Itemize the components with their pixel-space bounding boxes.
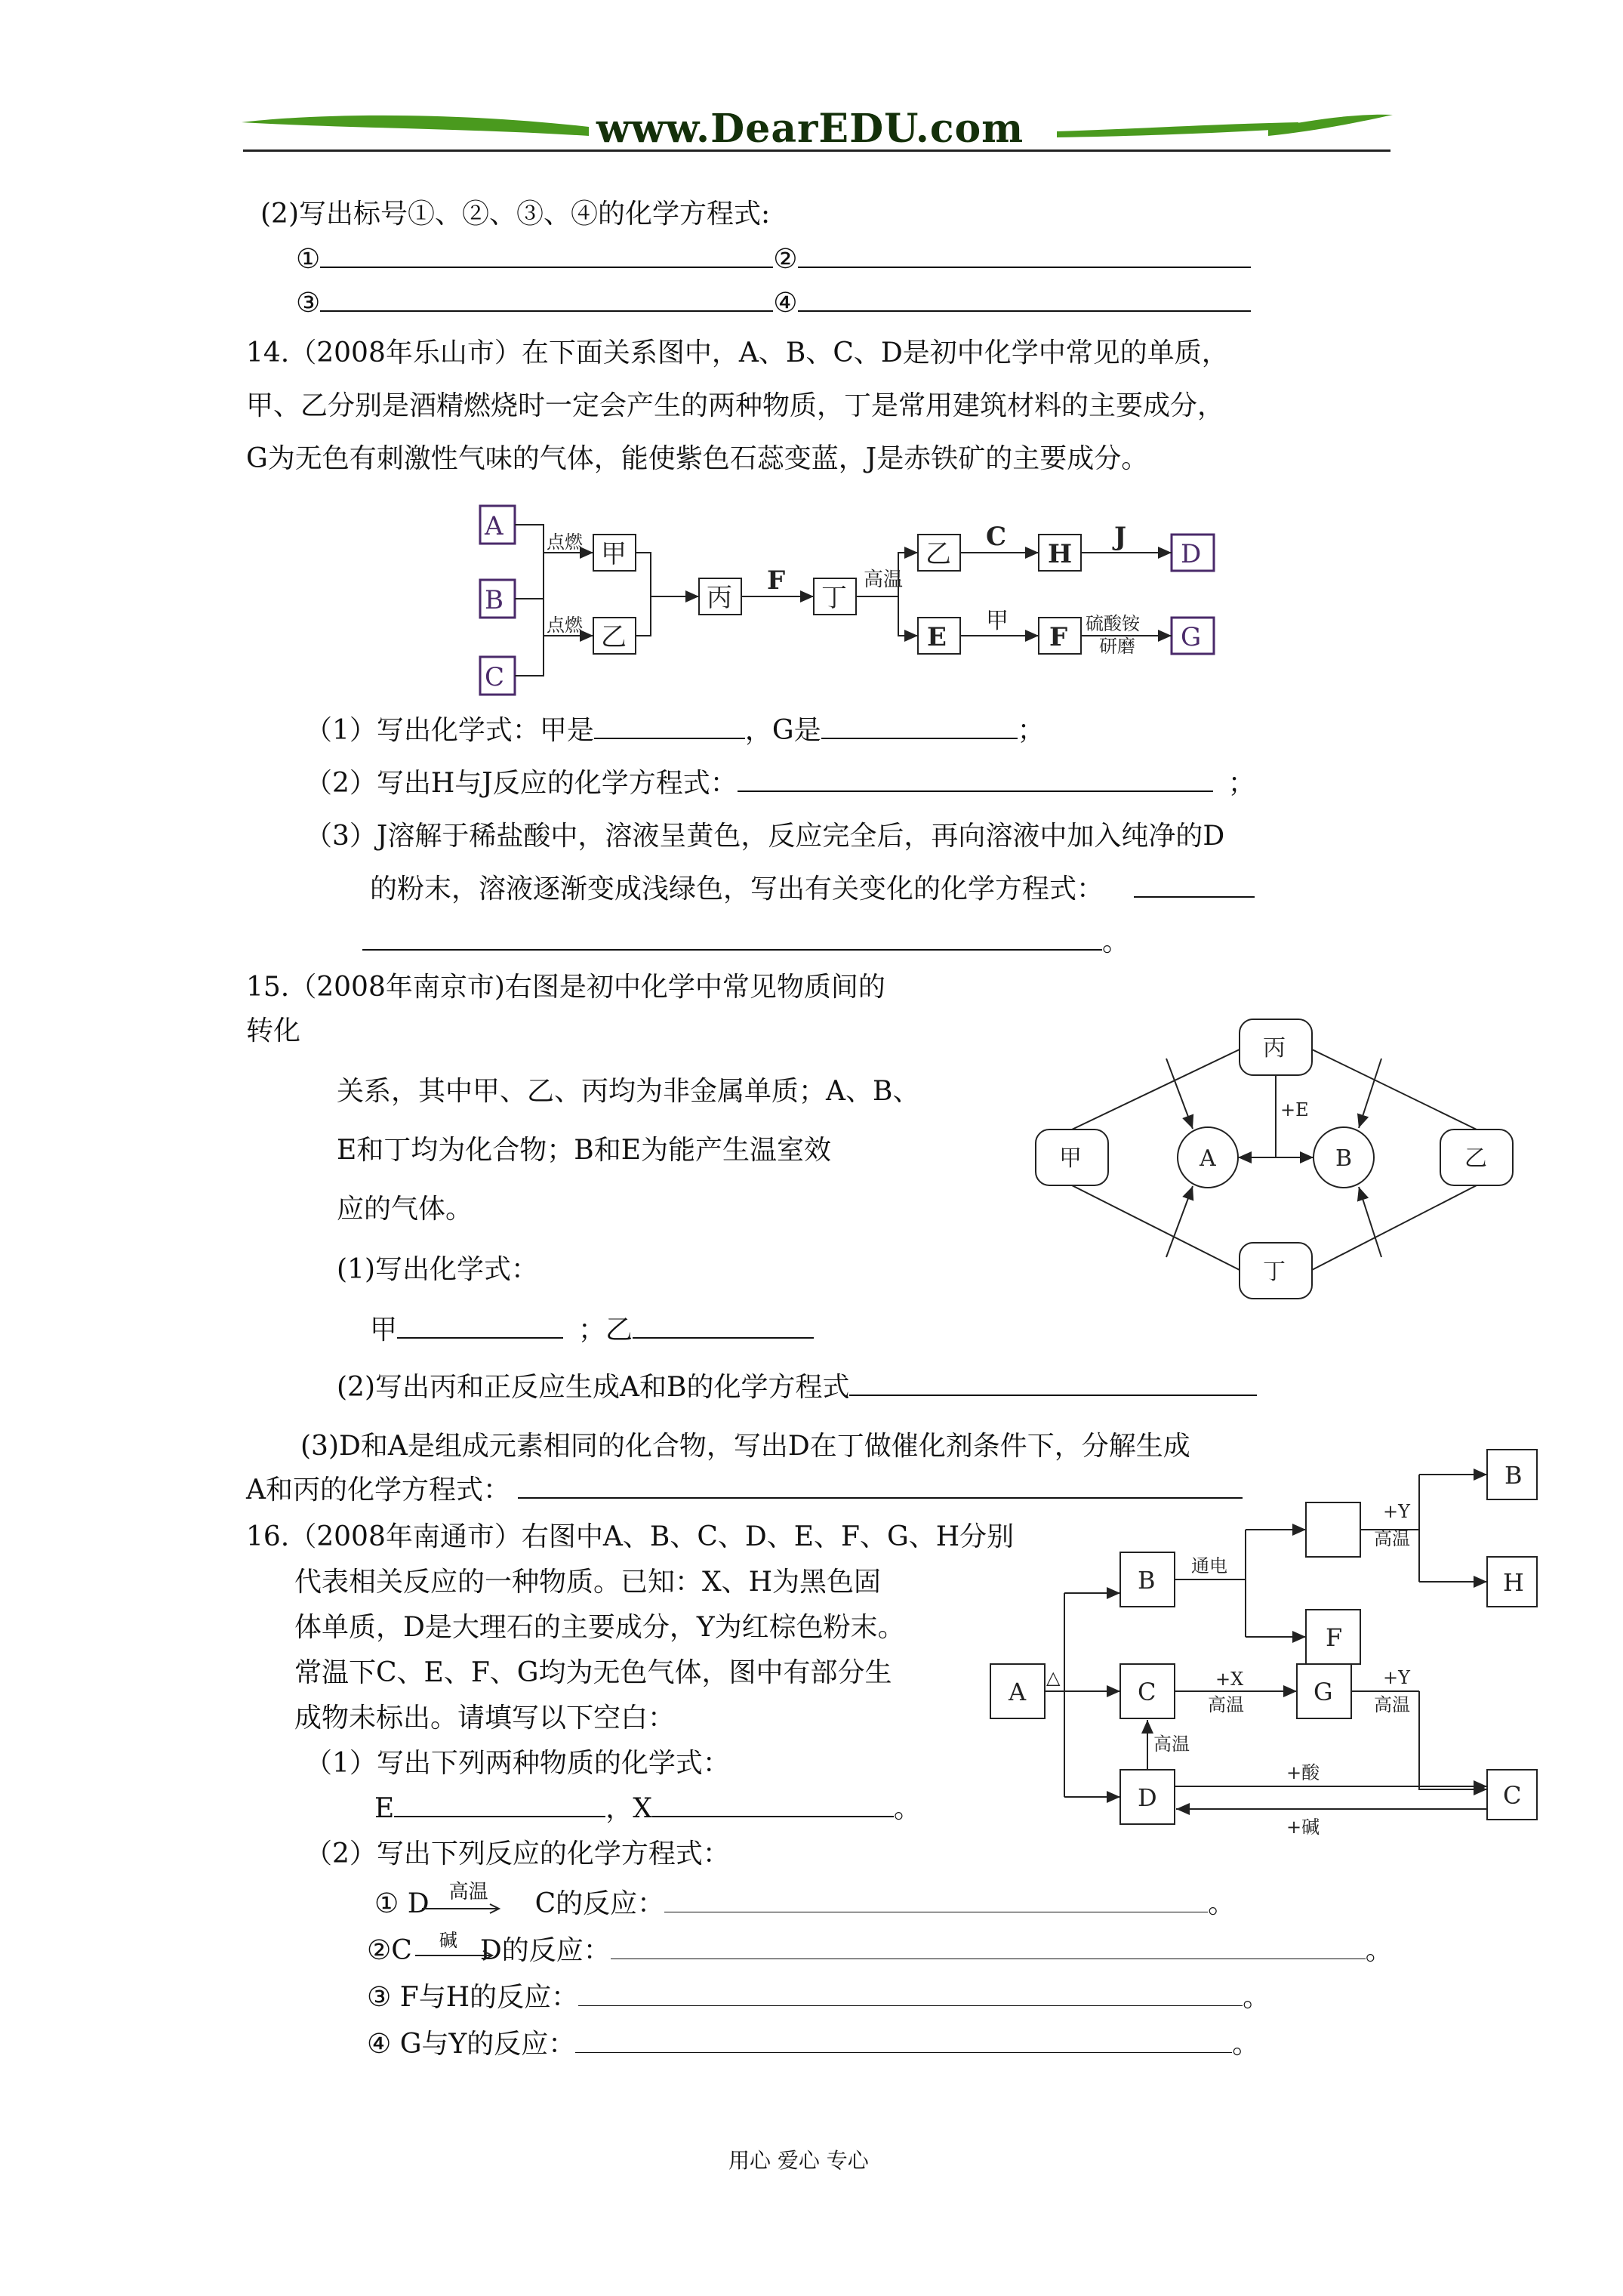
node-bing: 丙	[1263, 1035, 1286, 1062]
blank-marker: ②	[773, 244, 798, 275]
q16-intro: 16.（2008年南通市）右图中A、B、C、D、E、F、G、H分别	[246, 1521, 1015, 1552]
q14-intro: 14.（2008年乐山市）在下面关系图中，A、B、C、D是初中化学中常见的单质，	[246, 337, 1229, 368]
q15-intro: 关系，其中甲、乙、丙均为非金属单质；A、B、	[337, 1076, 920, 1107]
q16-reaction-diagram	[981, 1442, 1555, 1850]
q16-p1: （1）写出下列两种物质的化学式：	[305, 1748, 730, 1779]
q14-relation-diagram	[468, 491, 1238, 702]
punct: 。	[1243, 1982, 1270, 2013]
label-C: C	[986, 522, 1007, 552]
answer-blank[interactable]	[798, 244, 1251, 268]
reaction-arrow	[414, 1894, 505, 1924]
answer-blank[interactable]	[578, 1983, 1243, 2006]
node-jia: 甲	[1059, 1145, 1082, 1172]
node-E: E	[927, 622, 947, 652]
blank-marker: ①	[296, 244, 321, 275]
punct: 。	[1208, 1888, 1236, 1919]
answer-blank[interactable]	[362, 926, 1102, 951]
answer-blank[interactable]	[394, 1793, 605, 1817]
q15-p2: (2)写出丙和正反应生成A和B的化学方程式	[337, 1372, 850, 1403]
reaction-condition: 高温	[448, 1881, 488, 1903]
site-logo-text: www.DearEDU.com	[596, 106, 1024, 152]
q15-intro: 应的气体。	[337, 1194, 473, 1225]
q15-label: ；乙	[578, 1314, 633, 1345]
node-ding: 丁	[1263, 1259, 1286, 1285]
q15-p3b: A和丙的化学方程式：	[246, 1475, 510, 1505]
node-D: D	[1181, 539, 1202, 569]
label-plus-Y: +Y	[1383, 1667, 1410, 1688]
punct: 。	[1365, 1935, 1393, 1966]
q16-intro: 成物未标出。请填写以下空白：	[294, 1703, 676, 1734]
answer-blank[interactable]	[594, 715, 745, 739]
reaction-condition: 碱	[439, 1930, 457, 1951]
reaction-from: ① D	[374, 1888, 430, 1919]
label-plus-Y: +Y	[1383, 1501, 1410, 1522]
node-C: C	[485, 662, 505, 692]
q15-p1: (1)写出化学式：	[337, 1254, 538, 1285]
label-plus-X: +X	[1215, 1669, 1244, 1690]
reaction-text: D的反应：	[479, 1935, 611, 1966]
label-grind: 研磨	[1099, 636, 1135, 657]
label-heat: △	[1046, 1667, 1061, 1688]
reaction-arrow	[412, 1940, 495, 1971]
answer-blank[interactable]	[575, 2029, 1232, 2053]
node-B: B	[485, 585, 504, 615]
blank-marker: ④	[773, 288, 798, 319]
answer-blank[interactable]	[821, 715, 1018, 739]
q14-p3b: 的粉末，溶液逐渐变成浅绿色，写出有关变化的化学方程式：	[370, 874, 1104, 905]
answer-blank[interactable]	[664, 1889, 1208, 1912]
q14-intro: 甲、乙分别是酒精燃烧时一定会产生的两种物质，丁是常用建筑材料的主要成分，	[246, 390, 1225, 421]
node-B: B	[1335, 1145, 1353, 1172]
header-rule	[243, 149, 1390, 152]
node-G: G	[1313, 1678, 1333, 1706]
reaction-from: ②C	[367, 1935, 412, 1966]
q16-intro: 代表相关反应的一种物质。已知：X、H为黑色固	[294, 1567, 882, 1598]
label-high-temp: 高温	[864, 569, 904, 591]
q13-part2: (2)写出标号①、②、③、④的化学方程式:	[260, 199, 771, 230]
q16-intro: 常温下C、E、F、G均为无色气体，图中有部分生	[294, 1657, 892, 1688]
q15-intro: E和丁均为化合物；B和E为能产生温室效	[337, 1135, 832, 1166]
q14-p3: （3）J溶解于稀盐酸中，溶液呈黄色，反应完全后，再向溶液中加入纯净的D	[305, 821, 1225, 852]
q16-label: E	[374, 1793, 395, 1824]
node-F: F	[1326, 1623, 1343, 1652]
answer-blank[interactable]	[320, 244, 773, 268]
answer-blank[interactable]	[320, 288, 773, 312]
label-ammonium-sulfate: 硫酸铵	[1086, 613, 1140, 634]
label-plus-E: +E	[1280, 1099, 1309, 1120]
q16-p2: （2）写出下列反应的化学方程式：	[305, 1838, 730, 1869]
q15-intro: 15.（2008年南京市)右图是初中化学中常见物质间的	[246, 972, 885, 1003]
q15-label: 甲	[370, 1314, 398, 1345]
label-plus-base: +碱	[1286, 1817, 1320, 1838]
reaction-text: C的反应：	[534, 1888, 665, 1919]
node-bing: 丙	[707, 583, 732, 613]
node-D: D	[1138, 1783, 1157, 1812]
label-F: F	[767, 566, 786, 596]
reaction-text: ④ G与Y的反应：	[367, 2029, 576, 2060]
label-ignite: 点燃	[547, 532, 583, 553]
node-A: A	[1009, 1678, 1027, 1706]
node-C: C	[1503, 1781, 1522, 1810]
q15-intro: 转化	[246, 1015, 301, 1046]
node-yi: 乙	[1464, 1145, 1487, 1172]
node-H: H	[1503, 1568, 1524, 1597]
node-G: G	[1181, 622, 1202, 652]
punct: 。	[1102, 926, 1130, 957]
page-footer: 用心 爱心 专心	[728, 2148, 869, 2173]
label-jia: 甲	[986, 608, 1009, 634]
node-F: F	[1049, 622, 1068, 652]
answer-blank[interactable]	[397, 1314, 563, 1339]
label-plus-acid: +酸	[1286, 1762, 1320, 1783]
q14-p1-text: ，G是	[744, 715, 821, 746]
q15-conversion-diagram	[1027, 1012, 1525, 1314]
q16-intro: 体单质，D是大理石的主要成分，Y为红棕色粉末。	[294, 1612, 905, 1643]
node-H: H	[1048, 539, 1073, 569]
punct: 。	[1232, 2029, 1260, 2060]
q14-intro: G为无色有刺激性气味的气体，能使紫色石蕊变蓝，J是赤铁矿的主要成分。	[246, 443, 1149, 474]
answer-blank[interactable]	[798, 288, 1251, 312]
node-C: C	[1138, 1678, 1156, 1706]
answer-blank[interactable]	[849, 1372, 1257, 1396]
q16-label: ，X	[605, 1793, 652, 1824]
punct: ；	[1227, 768, 1255, 799]
node-ding: 丁	[821, 583, 847, 613]
answer-blank[interactable]	[1134, 874, 1255, 898]
answer-blank[interactable]	[652, 1793, 894, 1817]
q15-p3: (3)D和A是组成元素相同的化合物，写出D在丁做催化剂条件下，分解生成	[300, 1431, 1190, 1462]
label-J: J	[1114, 522, 1127, 552]
node-A: A	[485, 511, 504, 541]
blank-marker: ③	[296, 288, 321, 319]
label-high-temp: 高温	[1153, 1734, 1190, 1755]
label-high-temp: 高温	[1374, 1528, 1410, 1549]
answer-blank[interactable]	[611, 1936, 1366, 1959]
node-B: B	[1504, 1461, 1523, 1490]
label-high-temp: 高温	[1374, 1694, 1410, 1715]
node-jia: 甲	[601, 539, 627, 569]
answer-blank[interactable]	[738, 768, 1213, 792]
punct: ；	[1017, 715, 1045, 746]
punct: 。	[893, 1793, 921, 1824]
node-B: B	[1138, 1566, 1156, 1595]
node-yi: 乙	[601, 622, 627, 652]
node-A: A	[1200, 1145, 1216, 1172]
q14-p2: （2）写出H与J反应的化学方程式：	[305, 768, 738, 799]
label-ignite: 点燃	[547, 615, 583, 636]
answer-blank[interactable]	[633, 1314, 814, 1339]
reaction-text: ③ F与H的反应：	[367, 1982, 579, 2013]
node-yi: 乙	[925, 539, 951, 569]
label-electrolysis: 通电	[1191, 1555, 1227, 1576]
label-high-temp: 高温	[1208, 1694, 1244, 1715]
q14-p1: （1）写出化学式：甲是	[305, 715, 594, 746]
